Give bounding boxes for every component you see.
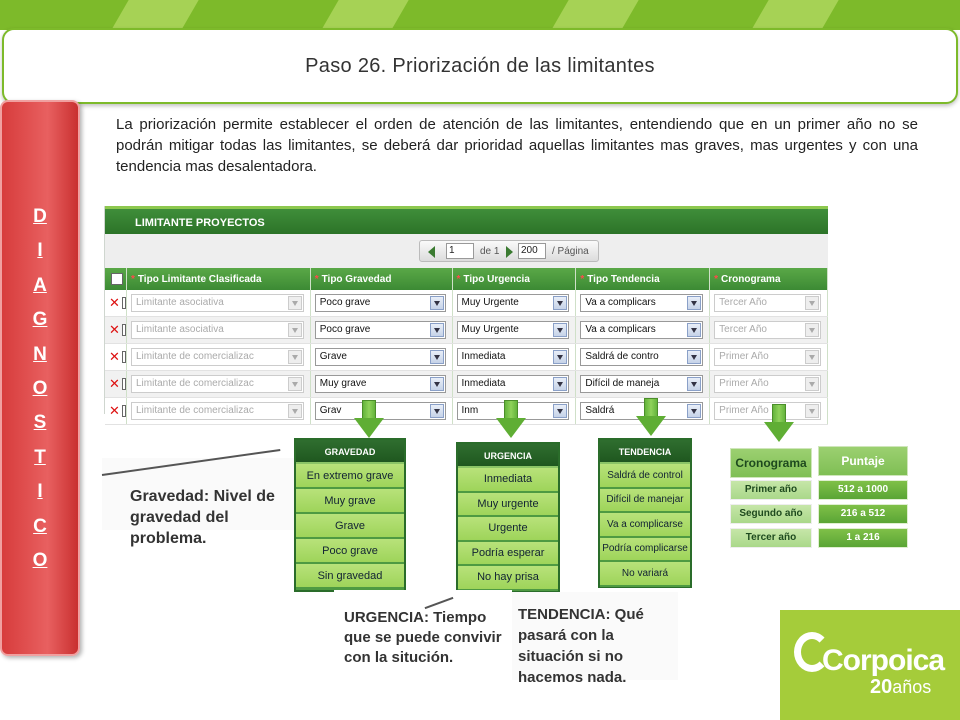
limitante-table xyxy=(104,206,828,418)
cell-select[interactable]: Va a complicars xyxy=(580,321,703,339)
column-header: * Cronograma xyxy=(710,268,828,290)
urgencia-title: URGENCIA xyxy=(458,444,558,468)
cell-select[interactable]: Limitante de comercializac xyxy=(131,375,304,393)
chevron-down-icon[interactable] xyxy=(288,350,302,364)
gravedad-item: Muy grave xyxy=(296,489,404,514)
column-header: * Tipo Limitante Clasificada xyxy=(127,268,311,290)
band-stripe xyxy=(111,0,198,30)
cell-select[interactable]: Limitante de comercializac xyxy=(131,402,304,420)
table-row xyxy=(105,371,828,398)
table-cell xyxy=(127,290,311,316)
sidebar-letter: G xyxy=(32,309,48,331)
cell-select[interactable]: Tercer Año xyxy=(714,321,821,339)
chevron-down-icon[interactable] xyxy=(553,296,567,310)
table-title: LIMITANTE PROYECTOS xyxy=(105,206,828,234)
cell-select[interactable]: Muy Urgente xyxy=(457,294,570,312)
cell-select[interactable]: Poco grave xyxy=(315,294,446,312)
table-cell xyxy=(311,344,453,370)
tendencia-note xyxy=(512,592,678,686)
urgencia-item: Podría esperar xyxy=(458,542,558,567)
puntaje-item: 216 a 512 xyxy=(818,504,908,524)
table-cell xyxy=(127,317,311,343)
chevron-down-icon[interactable] xyxy=(805,323,819,337)
row-select-cell xyxy=(105,344,127,370)
gravedad-box xyxy=(294,438,406,592)
table-body xyxy=(105,290,828,425)
select-all-cell xyxy=(105,268,127,290)
chevron-down-icon[interactable] xyxy=(687,350,701,364)
table-cell xyxy=(311,317,453,343)
cell-select[interactable]: Inm xyxy=(457,402,570,420)
chevron-down-icon[interactable] xyxy=(553,323,567,337)
chevron-down-icon[interactable] xyxy=(288,296,302,310)
chevron-down-icon[interactable] xyxy=(430,296,444,310)
table-cell xyxy=(710,371,828,397)
gravedad-title: GRAVEDAD xyxy=(296,440,404,464)
cell-select[interactable]: Inmediata xyxy=(457,375,570,393)
cell-select[interactable]: Saldrá xyxy=(580,402,703,420)
table-cell xyxy=(576,344,710,370)
sidebar-letter: I xyxy=(37,481,43,503)
table-cell xyxy=(311,371,453,397)
down-arrow-icon xyxy=(354,400,384,440)
chevron-down-icon[interactable] xyxy=(430,404,444,418)
sidebar-letter: N xyxy=(33,343,47,365)
column-header: * Tipo Urgencia xyxy=(453,268,577,290)
down-arrow-icon xyxy=(636,398,666,438)
row-checkbox[interactable] xyxy=(122,378,126,390)
page-size-label: / Página xyxy=(552,246,589,257)
table-cell xyxy=(576,290,710,316)
gravedad-item: Grave xyxy=(296,514,404,539)
down-arrow-icon xyxy=(764,404,794,444)
page-input[interactable]: 1 xyxy=(446,243,474,259)
delete-row-icon[interactable]: ✕ xyxy=(109,295,120,310)
urgencia-box xyxy=(456,442,560,592)
sidebar-letter: A xyxy=(33,274,47,296)
pager xyxy=(105,234,828,268)
chevron-down-icon[interactable] xyxy=(687,323,701,337)
urgencia-item: No hay prisa xyxy=(458,566,558,591)
tendencia-item: No variará xyxy=(600,562,690,587)
cell-select[interactable]: Primer Año xyxy=(714,348,821,366)
gravedad-note-text: Gravedad: Nivel de gravedad del problema. xyxy=(130,488,275,547)
table-cell xyxy=(576,317,710,343)
table-row xyxy=(105,317,828,344)
sidebar-letter: T xyxy=(34,446,46,468)
chevron-down-icon[interactable] xyxy=(288,323,302,337)
tendencia-item: Saldrá de control xyxy=(600,464,690,489)
delete-row-icon[interactable]: ✕ xyxy=(109,322,120,337)
urgencia-note-text: URGENCIA: Tiempo que se puede convivir con la situción. xyxy=(344,609,502,666)
table-cell xyxy=(576,371,710,397)
diagnostico-sidebar xyxy=(0,100,80,656)
cell-select[interactable]: Primer Año xyxy=(714,375,821,393)
chevron-down-icon[interactable] xyxy=(288,377,302,391)
row-select-cell xyxy=(105,371,127,397)
gravedad-note xyxy=(102,458,298,547)
urgencia-item: Urgente xyxy=(458,517,558,542)
callout-line xyxy=(102,449,281,476)
band-stripe xyxy=(321,0,408,30)
logo-wordmark: Corpoica xyxy=(822,644,945,677)
sidebar-letter: C xyxy=(33,515,47,537)
gravedad-item: Sin gravedad xyxy=(296,564,404,589)
gravedad-item: Poco grave xyxy=(296,539,404,564)
cronograma-item: Primer año xyxy=(730,480,812,500)
chevron-down-icon[interactable] xyxy=(430,323,444,337)
table-cell xyxy=(127,371,311,397)
cell-select[interactable]: Va a complicars xyxy=(580,294,703,312)
corpoica-logo xyxy=(794,626,944,706)
chevron-down-icon[interactable] xyxy=(687,404,701,418)
chevron-down-icon[interactable] xyxy=(687,377,701,391)
row-checkbox[interactable] xyxy=(122,351,126,363)
sidebar-letter: S xyxy=(33,412,47,434)
table-cell xyxy=(311,290,453,316)
logo-anniversary: 20años xyxy=(870,676,932,698)
band-stripe xyxy=(551,0,638,30)
table-cell xyxy=(453,371,577,397)
chevron-down-icon[interactable] xyxy=(805,404,819,418)
delete-row-icon[interactable]: ✕ xyxy=(109,376,120,391)
table-header xyxy=(105,268,828,290)
row-checkbox[interactable] xyxy=(122,405,126,417)
tendencia-item: Podría complicarse xyxy=(600,538,690,563)
cell-select[interactable]: Poco grave xyxy=(315,321,446,339)
urgencia-item: Muy urgente xyxy=(458,493,558,518)
tendencia-title: TENDENCIA xyxy=(600,440,690,464)
cell-select[interactable]: Limitante de comercializac xyxy=(131,348,304,366)
puntaje-item: 512 a 1000 xyxy=(818,480,908,500)
chevron-down-icon[interactable] xyxy=(553,350,567,364)
cell-select[interactable]: Tercer Año xyxy=(714,294,821,312)
row-checkbox[interactable] xyxy=(122,324,126,336)
tendencia-item: Va a complicarse xyxy=(600,513,690,538)
puntaje-item: 1 a 216 xyxy=(818,528,908,548)
row-select-cell xyxy=(105,290,127,316)
cronograma-header: Cronograma xyxy=(730,448,812,478)
delete-row-icon[interactable]: ✕ xyxy=(109,403,120,418)
column-header: * Tipo Tendencia xyxy=(576,268,710,290)
tendencia-item: Difícil de manejar xyxy=(600,489,690,514)
row-select-cell xyxy=(105,317,127,343)
chevron-down-icon[interactable] xyxy=(687,296,701,310)
next-page-icon[interactable] xyxy=(506,246,513,258)
chevron-down-icon[interactable] xyxy=(430,350,444,364)
gravedad-item: En extremo grave xyxy=(296,464,404,489)
table-cell xyxy=(127,344,311,370)
urgencia-note xyxy=(334,590,512,682)
table-cell xyxy=(453,344,577,370)
cronograma-item: Segundo año xyxy=(730,504,812,524)
chevron-down-icon[interactable] xyxy=(805,296,819,310)
tendencia-box xyxy=(598,438,692,588)
table-row xyxy=(105,344,828,371)
cell-select[interactable]: Grave xyxy=(315,348,446,366)
sidebar-letters xyxy=(2,200,78,578)
table-cell xyxy=(453,290,577,316)
puntaje-header: Puntaje xyxy=(818,446,908,476)
intro-paragraph: La priorización permite establecer el orden de atención de las limitantes, entendiendo que en un primer año no se podrán mitigar todas las limitantes, se deberá dar prioridad aquellas limitantes mas graves, mas urgentes y con una tendencia mas desalentadora. xyxy=(116,116,918,175)
select-all-checkbox[interactable] xyxy=(111,273,123,285)
sidebar-letter: I xyxy=(37,240,43,262)
cronograma-item: Tercer año xyxy=(730,528,812,548)
slide-header xyxy=(2,28,958,104)
chevron-down-icon[interactable] xyxy=(553,404,567,418)
table-cell xyxy=(453,317,577,343)
cell-select[interactable]: Grav xyxy=(315,402,446,420)
table-cell xyxy=(710,317,828,343)
cell-select[interactable]: Primer Año xyxy=(714,402,821,420)
delete-row-icon[interactable]: ✕ xyxy=(109,349,120,364)
pager-box xyxy=(419,240,599,262)
cell-select[interactable]: Muy grave xyxy=(315,375,446,393)
page-title: Paso 26. Priorización de las limitantes xyxy=(305,54,655,77)
table-row xyxy=(105,398,828,425)
band-stripe xyxy=(751,0,838,30)
prev-page-icon[interactable] xyxy=(428,246,435,258)
table-cell xyxy=(710,290,828,316)
column-header: * Tipo Gravedad xyxy=(311,268,453,290)
chevron-down-icon[interactable] xyxy=(288,404,302,418)
sidebar-letter: D xyxy=(33,206,47,227)
cell-select[interactable]: Limitante asociativa xyxy=(131,294,304,312)
cell-select[interactable]: Inmediata xyxy=(457,348,570,366)
tendencia-note-text: TENDENCIA: Qué pasará con la situación si no hacemos nada. xyxy=(518,606,644,686)
chevron-down-icon[interactable] xyxy=(430,377,444,391)
down-arrow-icon xyxy=(496,400,526,440)
urgencia-item: Inmediata xyxy=(458,468,558,493)
row-checkbox[interactable] xyxy=(122,297,126,309)
cell-select[interactable]: Limitante asociativa xyxy=(131,321,304,339)
table-cell xyxy=(710,344,828,370)
page-size-input[interactable]: 200 xyxy=(518,243,546,259)
cell-select[interactable]: Difícil de maneja xyxy=(580,375,703,393)
cell-select[interactable]: Muy Urgente xyxy=(457,321,570,339)
chevron-down-icon[interactable] xyxy=(805,350,819,364)
cell-select[interactable]: Saldrá de contro xyxy=(580,348,703,366)
table-cell xyxy=(127,398,311,424)
sidebar-letter: O xyxy=(32,549,48,571)
top-band xyxy=(0,0,960,30)
chevron-down-icon[interactable] xyxy=(553,377,567,391)
chevron-down-icon[interactable] xyxy=(805,377,819,391)
page-count-label: de 1 xyxy=(480,246,500,257)
row-select-cell xyxy=(105,398,127,424)
sidebar-letter: O xyxy=(32,377,48,399)
table-row xyxy=(105,290,828,317)
